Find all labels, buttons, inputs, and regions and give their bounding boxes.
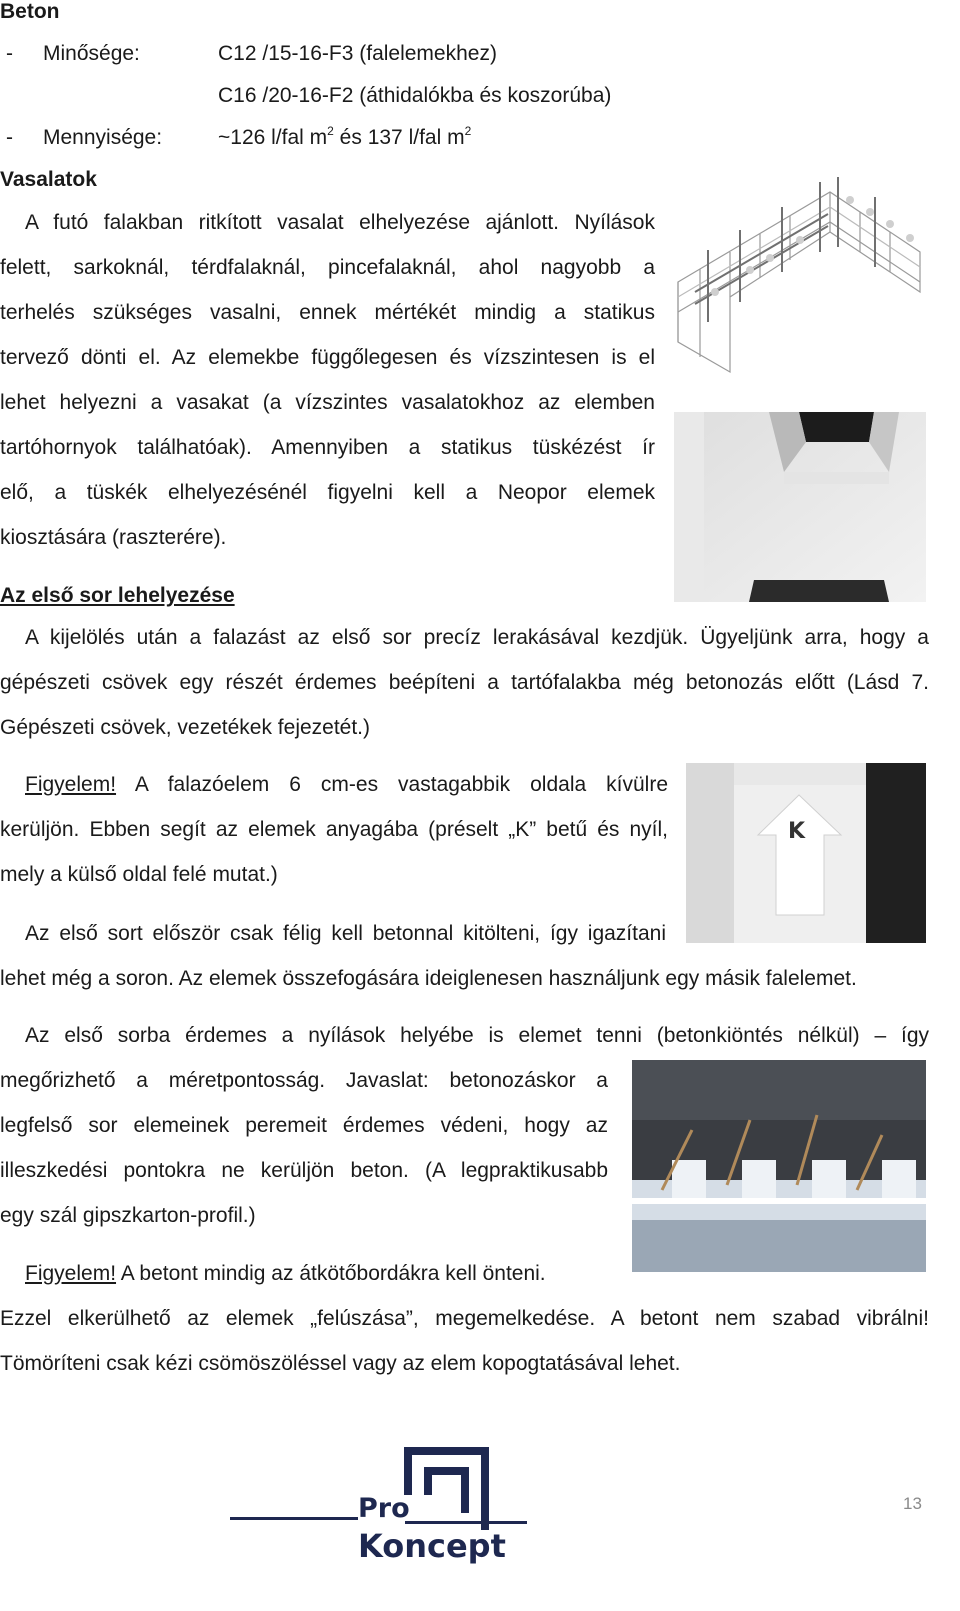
paragraph-line: Az első sort először csak félig kell betonnal kitölteni, így igazítani xyxy=(25,922,666,945)
quality-value-2: C16 /20-16-F2 (áthidalókba és koszorúba) xyxy=(218,84,612,107)
paragraph-line: mely a külső oldal felé mutat.) xyxy=(0,863,278,886)
element-interior-photo xyxy=(674,412,926,602)
warning-label: Figyelem! xyxy=(25,773,117,796)
heading-beton: Beton xyxy=(0,0,60,23)
paragraph-line: Ezzel elkerülhető az elemek „felúszása”, megemelkedése. A betont nem szabad vibrálni! xyxy=(0,1307,929,1330)
svg-text:Koncept: Koncept xyxy=(358,1527,506,1565)
paragraph-line: illeszkedési pontokra ne kerüljön beton. (A legpraktikusabb xyxy=(0,1159,608,1182)
paragraph-line: A kijelölés után a falazást az első sor precíz lerakásával kezdjük. Ügyeljünk arra, hogy a xyxy=(25,626,929,649)
paragraph-line: Az első sorba érdemes a nyílások helyébe is elemet tenni (betonkiöntés nélkül) – így xyxy=(25,1024,929,1047)
heading-elso-sor: Az első sor lehelyezése xyxy=(0,584,235,607)
rebar-corner-illustration xyxy=(670,172,930,384)
paragraph-line: elő, a tüskék elhelyezésénél figyelni kell a Neopor elemek xyxy=(0,481,655,504)
paragraph-line: lehet még a soron. Az elemek összefogására ideiglenesen használjunk egy másik falelemet. xyxy=(0,967,857,990)
prokoncept-logo xyxy=(230,1445,530,1567)
paragraph-line: lehet helyezni a vasakat (a vízszintes vasalatokhoz az elemben xyxy=(0,391,655,414)
svg-text:Pro: Pro xyxy=(358,1493,410,1524)
quality-value-1: C12 /15-16-F3 (falelemekhez) xyxy=(218,42,497,65)
quantity-value: ~126 l/fal $m^2$ és 137 l/fal $m^2$ xyxy=(218,124,472,149)
quantity-label: Mennyisége: xyxy=(43,126,163,149)
paragraph-line: legfelső sor elemeinek peremeit érdemes védeni, hogy az xyxy=(0,1114,608,1137)
quality-label: Minősége: xyxy=(43,42,140,65)
paragraph-line: egy szál gipszkarton-profil.) xyxy=(0,1204,256,1227)
paragraph-line: A futó falakban ritkított vasalat elhelyezése ajánlott. Nyílások xyxy=(25,211,655,234)
paragraph-line: Gépészeti csövek, vezetékek fejezetét.) xyxy=(0,716,371,739)
top-row-photo xyxy=(632,1060,926,1272)
paragraph-line: Tömöríteni csak kézi csömöszöléssel vagy az elem kopogtatásával lehet. xyxy=(0,1352,681,1375)
warning-label: Figyelem! xyxy=(25,1262,117,1285)
paragraph-line: tartóhornyok találhatóak). Amennyiben a statikus tüskézést ír xyxy=(0,436,655,459)
paragraph-line: megőrizhető a méretpontosság. Javaslat: betonozáskor a xyxy=(0,1069,608,1092)
warning-line: Figyelem! A falazóelem 6 cm-es vastagabbik oldala kívülre xyxy=(25,773,668,796)
page-number: 13 xyxy=(903,1494,922,1513)
dash-bullet: - xyxy=(6,42,13,65)
warning-line: Figyelem! A betont mindig az átkötőbordákra kell önteni. xyxy=(25,1262,546,1285)
paragraph-line: terhelés szükséges vasalni, ennek mértékét mindig a statikus xyxy=(0,301,655,324)
paragraph-line: gépészeti csövek egy részét érdemes beépíteni a tartófalakba még betonozás előtt (Lásd 7. xyxy=(0,671,929,694)
k-letter: K xyxy=(788,819,806,844)
paragraph-line: kerüljön. Ebben segít az elemek anyagába (préselt „K” betű és nyíl, xyxy=(0,818,668,841)
paragraph-line: tervező dönti el. Az elemekbe függőlegesen és vízszintesen is el xyxy=(0,346,655,369)
paragraph-line: felett, sarkoknál, térdfalaknál, pincefalaknál, ahol nagyobb a xyxy=(0,256,655,279)
heading-vasalatok: Vasalatok xyxy=(0,168,97,191)
k-arrow-photo xyxy=(686,763,926,943)
dash-bullet: - xyxy=(6,126,13,149)
paragraph-line: kiosztására (raszterére). xyxy=(0,526,227,549)
